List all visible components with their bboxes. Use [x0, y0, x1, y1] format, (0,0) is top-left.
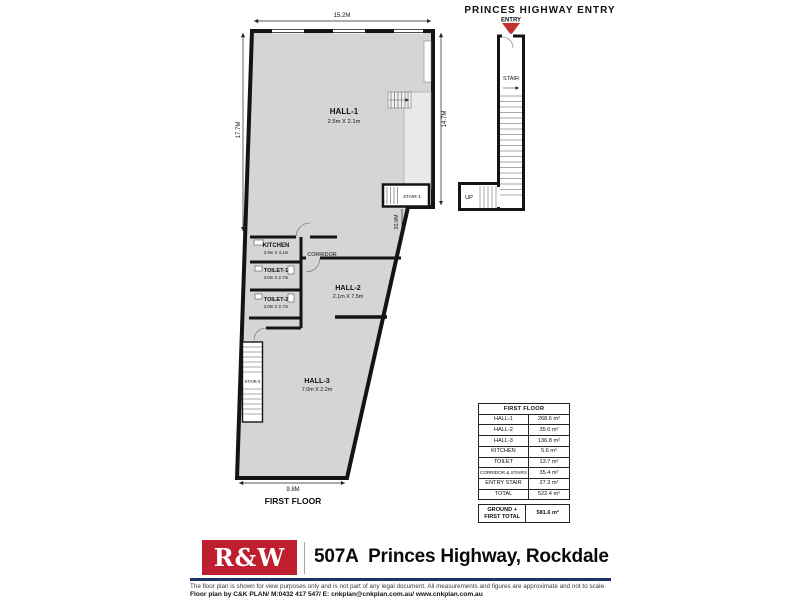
row-value: 5.6 m² — [528, 446, 569, 457]
table-row — [479, 436, 570, 447]
hall1-label: HALL-1 — [329, 107, 359, 116]
row-value: 35.0 m² — [528, 425, 569, 436]
window-openings — [272, 29, 423, 34]
toilet2-dims: 3.0m X 2.7m — [263, 304, 289, 309]
row-label: KITCHEN — [479, 446, 529, 457]
table-row — [479, 425, 570, 436]
rw-logo-text: R&W — [213, 543, 286, 572]
hall3-label: HALL-3 — [304, 376, 330, 385]
row-value: 136.8 m² — [528, 436, 569, 447]
entry-up-label: UP — [465, 195, 473, 201]
entry-stair-label: STAIR — [502, 76, 520, 82]
row-label: ENTRY STAIR — [479, 478, 529, 489]
stair1-box — [383, 185, 429, 207]
row-value: 35.4 m² — [528, 468, 569, 479]
stair3-label: STAIR-3 — [244, 379, 261, 384]
hall2-label: HALL-2 — [335, 283, 361, 292]
dim-mid: 20.9M — [394, 214, 400, 230]
row-label: GROUND + FIRST TOTAL — [479, 505, 526, 522]
table-header: FIRST FLOOR — [479, 404, 570, 415]
corridor-label: CORRIDOR — [307, 252, 337, 258]
toilet2-label: TOILET-2 — [263, 297, 289, 303]
entry-shaft — [499, 36, 524, 210]
dim-right: 14.7M — [442, 110, 448, 128]
logo-divider — [304, 542, 305, 574]
dim-left: 17.7M — [236, 121, 242, 139]
table-row — [479, 505, 570, 522]
dim-bottom: 9.8M — [286, 487, 300, 493]
stair3-shaft — [243, 342, 263, 422]
table-row — [479, 468, 570, 479]
row-label: CORRIDOR & STAIRS — [479, 468, 529, 479]
main-plan — [236, 13, 448, 506]
row-value: 522.4 m² — [528, 489, 569, 500]
table-row — [479, 489, 570, 500]
area-table — [478, 403, 570, 523]
table-row — [479, 446, 570, 457]
entry-title: PRINCES HIGHWAY ENTRY — [464, 5, 616, 16]
first-floor-table — [478, 403, 570, 500]
hall1-void-strip — [424, 41, 431, 82]
table-row — [479, 457, 570, 468]
kitchen-dims: 2.9m X 4.1m — [263, 250, 289, 255]
table-row — [479, 478, 570, 489]
hall1-small-stair — [388, 92, 411, 108]
entry-arrow-icon — [502, 23, 520, 35]
toilet1-label: TOILET-1 — [263, 268, 289, 274]
property-address: 507A Princes Highway, Rockdale — [314, 546, 609, 567]
hall3-dims: 7.0m X 2.2m — [301, 387, 333, 393]
grand-total-table — [478, 504, 570, 522]
rw-logo — [202, 540, 297, 575]
first-floor-caption: FIRST FLOOR — [264, 496, 322, 506]
footer-rule — [190, 578, 611, 581]
row-label: HALL-1 — [479, 414, 529, 425]
row-value: 581.6 m² — [526, 505, 570, 522]
toilet1-dims: 3.0m X 2.7m — [263, 275, 289, 280]
row-label: TOILET — [479, 457, 529, 468]
row-value: 268.6 m² — [528, 414, 569, 425]
kitchen-label: KITCHEN — [262, 243, 290, 249]
row-label: HALL-2 — [479, 425, 529, 436]
hall2-dims: 2.1m X 7.5m — [332, 294, 364, 300]
entry-label: ENTRY — [500, 17, 522, 24]
stair1-label: STAIR-1 — [402, 195, 422, 200]
row-label: TOTAL — [479, 489, 529, 500]
row-value: 27.3 m² — [528, 478, 569, 489]
table-row — [479, 414, 570, 425]
credit-text: Floor plan by C&K PLAN/ M:0432 417 547/ E: cnkplan@cnkplan.com.au/ www.cnkplan.com.au — [190, 591, 483, 598]
hall1-dims: 2.5m X 2.1m — [327, 119, 361, 125]
row-label: HALL-3 — [479, 436, 529, 447]
row-value: 13.7 m² — [528, 457, 569, 468]
entry-stair-plan — [460, 5, 616, 210]
disclaimer-text: The floor plan is shown for view purposes only and is not part of any legal document. All measurements and figures are approximate and not to scale. — [190, 583, 606, 590]
dim-top: 15.2M — [333, 13, 351, 19]
